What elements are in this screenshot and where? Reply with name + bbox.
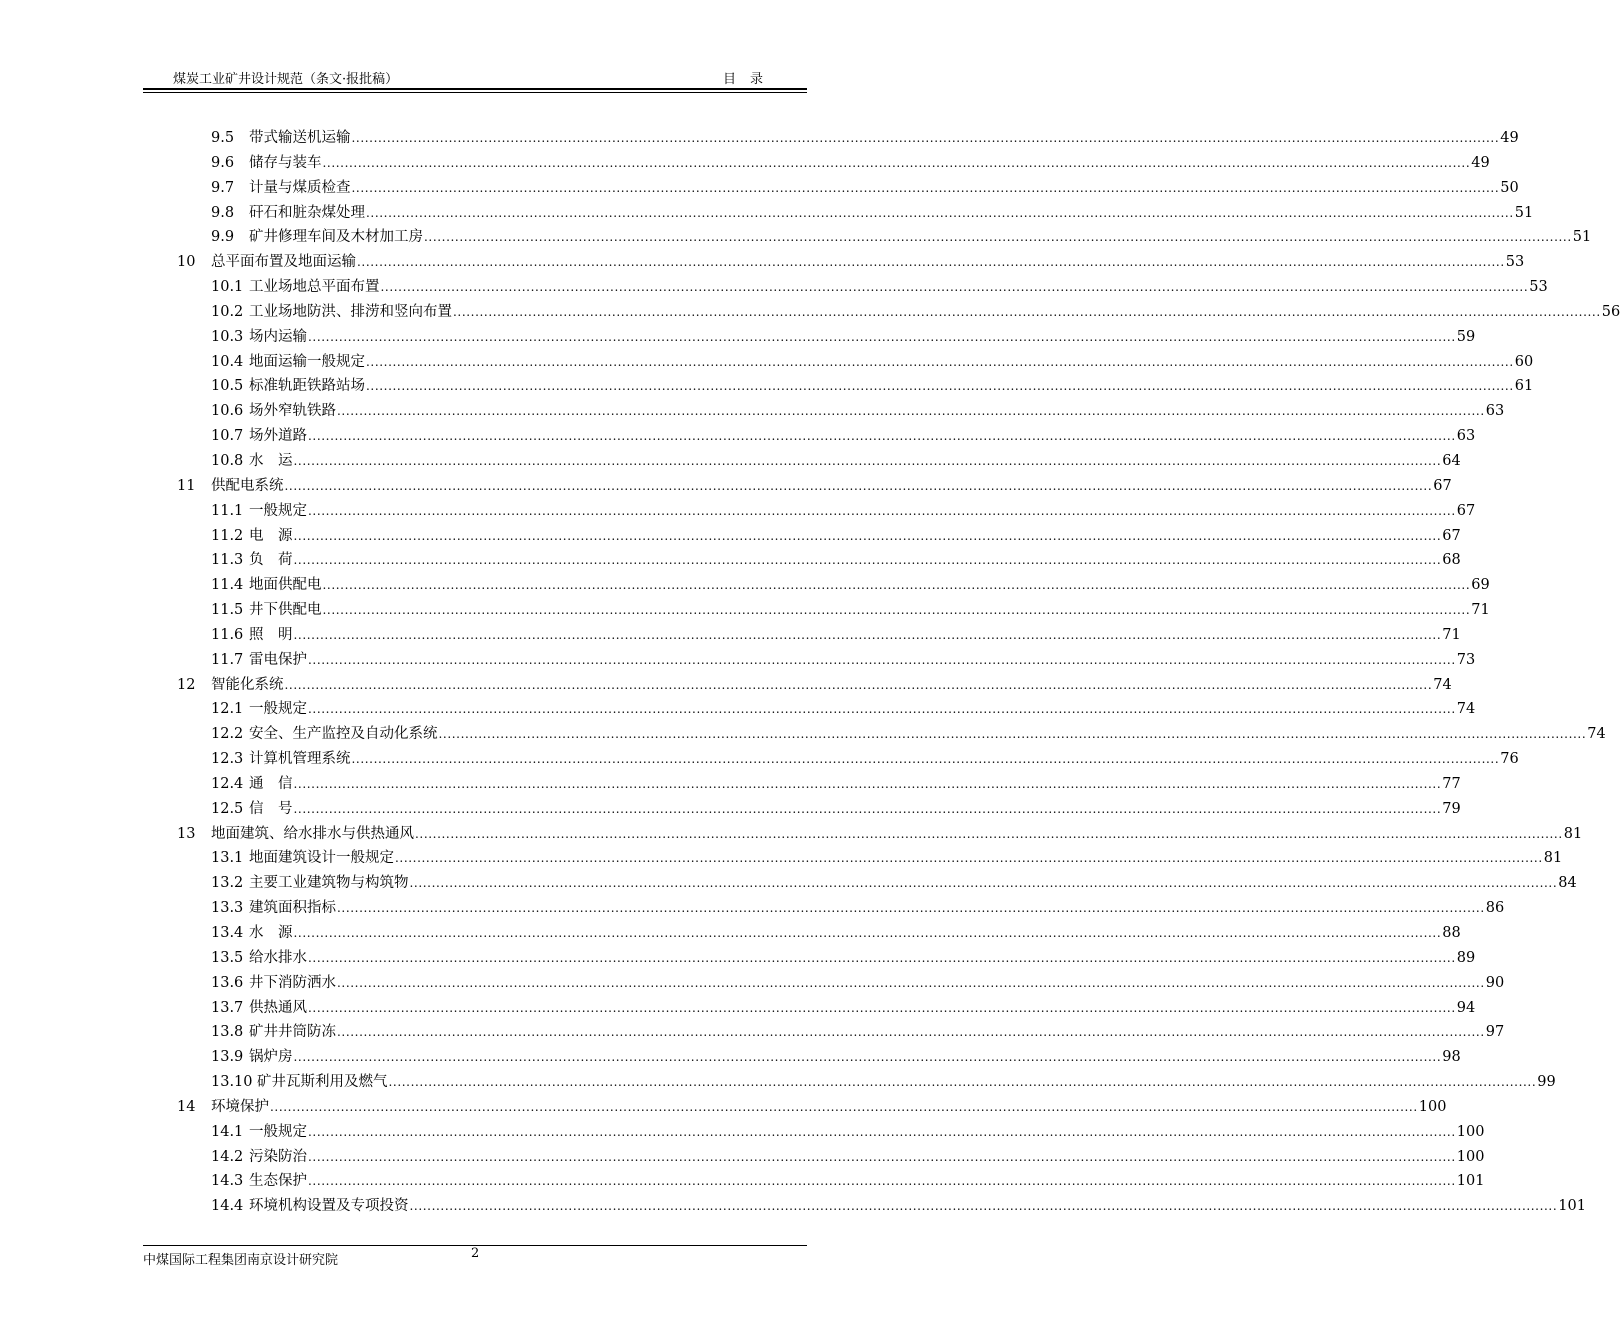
toc-entry-page: 49: [1471, 154, 1490, 171]
toc-entry-page: 76: [1500, 751, 1519, 768]
toc-dot-leader: ....................................................................................................................................................................................................................................................................: [438, 727, 1587, 742]
toc-entry-page: 67: [1456, 502, 1476, 519]
toc-section-entry[interactable]: [143, 623, 1461, 648]
toc-entry-number: 9.7: [211, 179, 235, 196]
toc-entry-title: 地面运输一般规定: [249, 353, 365, 370]
toc-entry-title: 一般规定: [249, 502, 307, 519]
toc-entry-line: [249, 176, 1519, 201]
toc-entry-number: 12.3: [211, 751, 244, 768]
toc-section-entry[interactable]: [143, 1020, 1505, 1045]
toc-entry-title: 污染防治: [249, 1148, 307, 1165]
toc-dot-leader: ....................................................................................................................................................................................................................................................................: [409, 876, 1558, 891]
toc-entry-page: 86: [1485, 900, 1505, 917]
toc-entry-page: 51: [1572, 229, 1592, 246]
toc-entry-page: 101: [1558, 1198, 1586, 1215]
toc-section-entry[interactable]: [143, 151, 1490, 176]
toc-entry-title: 环境机构设置及专项投资: [249, 1198, 409, 1215]
toc-entry-page: 61: [1514, 378, 1534, 395]
toc-entry-page: 60: [1514, 353, 1534, 370]
toc-section-entry[interactable]: [143, 350, 1534, 375]
toc-dot-leader: ....................................................................................................................................................................................................................................................................: [409, 1199, 1558, 1214]
toc-dot-leader: ....................................................................................................................................................................................................................................................................: [293, 926, 1442, 940]
toc-section-entry[interactable]: [143, 1045, 1461, 1070]
toc-section-entry[interactable]: [143, 996, 1476, 1021]
footer-organization: 中煤国际工程集团南京设计研究院: [143, 1253, 339, 1268]
toc-entry-line: [249, 623, 1461, 648]
toc-entry-page: 74: [1433, 676, 1452, 693]
toc-entry-line: [249, 598, 1490, 623]
toc-entry-title: 矿井瓦斯利用及燃气: [257, 1074, 388, 1091]
toc-section-entry[interactable]: [143, 921, 1461, 946]
toc-dot-leader: ....................................................................................................................................................................................................................................................................: [308, 1149, 1456, 1164]
toc-entry-number: 10.2: [211, 303, 244, 320]
toc-entry-number: 13.10: [211, 1074, 253, 1091]
toc-section-entry[interactable]: [143, 1070, 1556, 1095]
toc-entry-line: [249, 996, 1476, 1021]
toc-entry-line: [249, 325, 1476, 350]
toc-entry-page: 79: [1442, 800, 1461, 817]
toc-dot-leader: ....................................................................................................................................................................................................................................................................: [308, 652, 1456, 667]
toc-entry-number: 11.3: [211, 552, 244, 569]
toc-entry-title: 矿井修理车间及木材加工房: [249, 229, 423, 246]
toc-section-entry[interactable]: [143, 971, 1505, 996]
toc-section-entry[interactable]: [143, 176, 1519, 201]
toc-entry-line: [249, 1120, 1485, 1145]
toc-dot-leader: ....................................................................................................................................................................................................................................................................: [284, 677, 1433, 692]
toc-entry-page: 56: [1601, 303, 1620, 320]
toc-section-entry[interactable]: [143, 499, 1476, 524]
toc-section-entry[interactable]: [143, 126, 1519, 151]
toc-dot-leader: ....................................................................................................................................................................................................................................................................: [337, 901, 1485, 916]
toc-dot-leader: ....................................................................................................................................................................................................................................................................: [388, 1075, 1537, 1090]
toc-entry-page: 73: [1456, 651, 1476, 668]
toc-entry-number: 12.1: [211, 701, 244, 718]
toc-entry-line: [249, 772, 1461, 797]
toc-entry-line: [211, 822, 1583, 847]
toc-chapter-entry[interactable]: [143, 822, 1583, 847]
toc-entry-page: 74: [1587, 726, 1606, 743]
toc-section-entry[interactable]: [143, 697, 1476, 722]
toc-entry-title: 地面建筑设计一般规定: [249, 850, 394, 867]
toc-entry-number: 12.2: [211, 726, 244, 743]
toc-entry-page: 71: [1442, 626, 1461, 643]
toc-entry-title: 场内运输: [249, 328, 307, 345]
toc-entry-line: [249, 921, 1461, 946]
toc-entry-number: 10.8: [211, 452, 244, 469]
table-of-contents: [143, 126, 1620, 1219]
toc-dot-leader: ....................................................................................................................................................................................................................................................................: [308, 503, 1456, 518]
toc-entry-number: 12: [177, 676, 196, 693]
toc-entry-title: 水 运: [249, 452, 293, 469]
toc-entry-line: [257, 1070, 1556, 1095]
toc-dot-leader: ....................................................................................................................................................................................................................................................................: [293, 801, 1442, 816]
toc-entry-title: 安全、生产监控及自动化系统: [249, 726, 438, 743]
toc-entry-page: 74: [1456, 701, 1476, 718]
toc-entry-title: 通 信: [249, 775, 293, 792]
toc-section-entry[interactable]: [143, 896, 1505, 921]
toc-entry-number: 9.8: [211, 204, 235, 221]
toc-entry-number: 11: [177, 477, 196, 494]
toc-section-entry[interactable]: [143, 722, 1606, 747]
toc-entry-page: 67: [1442, 527, 1461, 544]
toc-entry-number: 10.6: [211, 403, 244, 420]
toc-entry-number: 14.2: [211, 1148, 244, 1165]
toc-entry-title: 工业场地总平面布置: [249, 279, 380, 296]
toc-entry-number: 13.5: [211, 949, 244, 966]
toc-entry-page: 81: [1543, 850, 1563, 867]
toc-entry-line: [249, 524, 1461, 549]
toc-entry-title: 供配电系统: [211, 477, 284, 494]
toc-entry-line: [249, 449, 1461, 474]
toc-entry-title: 主要工业建筑物与构筑物: [249, 875, 409, 892]
toc-dot-leader: ....................................................................................................................................................................................................................................................................: [308, 429, 1456, 444]
toc-entry-title: 标准轨距铁路站场: [249, 378, 365, 395]
toc-entry-number: 10.1: [211, 279, 244, 296]
toc-entry-title: 带式输送机运输: [249, 130, 351, 146]
toc-dot-leader: ....................................................................................................................................................................................................................................................................: [337, 404, 1485, 419]
toc-entry-number: 13.9: [211, 1049, 244, 1066]
toc-entry-page: 97: [1485, 1024, 1505, 1041]
toc-entry-line: [249, 499, 1476, 524]
toc-section-entry[interactable]: [143, 772, 1461, 797]
toc-entry-line: [249, 797, 1461, 822]
toc-entry-page: 49: [1500, 130, 1519, 146]
toc-entry-line: [249, 1045, 1461, 1070]
toc-entry-number: 11.4: [211, 577, 244, 594]
toc-entry-page: 90: [1485, 974, 1505, 991]
toc-entry-title: 场外道路: [249, 428, 307, 445]
toc-entry-number: 13.6: [211, 974, 244, 991]
toc-entry-page: 63: [1456, 428, 1476, 445]
toc-dot-leader: ....................................................................................................................................................................................................................................................................: [351, 131, 1500, 145]
toc-entry-page: 71: [1471, 602, 1490, 619]
toc-entry-number: 11.1: [211, 502, 244, 519]
toc-entry-number: 9.6: [211, 154, 235, 171]
toc-section-entry[interactable]: [143, 325, 1476, 350]
toc-section-entry[interactable]: [143, 598, 1490, 623]
toc-entry-line: [249, 374, 1534, 399]
toc-dot-leader: ....................................................................................................................................................................................................................................................................: [366, 354, 1514, 369]
toc-dot-leader: ....................................................................................................................................................................................................................................................................: [308, 1174, 1456, 1189]
toc-entry-line: [249, 275, 1548, 300]
toc-section-entry[interactable]: [143, 374, 1534, 399]
toc-entry-title: 计量与煤质检查: [249, 179, 351, 196]
toc-dot-leader: ....................................................................................................................................................................................................................................................................: [380, 280, 1529, 295]
toc-entry-number: 11.5: [211, 602, 244, 619]
toc-section-entry[interactable]: [143, 648, 1476, 673]
toc-dot-leader: ....................................................................................................................................................................................................................................................................: [351, 752, 1500, 767]
toc-dot-leader: ....................................................................................................................................................................................................................................................................: [366, 205, 1514, 220]
toc-entry-line: [249, 722, 1606, 747]
toc-entry-page: 77: [1442, 775, 1461, 792]
toc-dot-leader: ....................................................................................................................................................................................................................................................................: [284, 478, 1433, 493]
toc-entry-title: 总平面布置及地面运输: [211, 254, 356, 271]
toc-dot-leader: ....................................................................................................................................................................................................................................................................: [424, 230, 1572, 245]
toc-section-entry[interactable]: [143, 747, 1519, 772]
page-header: [143, 64, 807, 92]
toc-dot-leader: ....................................................................................................................................................................................................................................................................: [293, 1050, 1442, 1065]
toc-entry-line: [249, 151, 1490, 176]
toc-dot-leader: ....................................................................................................................................................................................................................................................................: [293, 553, 1442, 568]
toc-entry-line: [249, 1169, 1485, 1194]
toc-entry-line: [249, 896, 1505, 921]
toc-entry-number: 13.1: [211, 850, 244, 867]
toc-section-entry[interactable]: [143, 871, 1577, 896]
toc-chapter-entry[interactable]: [143, 474, 1452, 499]
toc-entry-number: 10.5: [211, 378, 244, 395]
toc-dot-leader: ....................................................................................................................................................................................................................................................................: [322, 578, 1471, 593]
toc-entry-line: [249, 946, 1476, 971]
toc-entry-line: [249, 1194, 1586, 1219]
toc-entry-line: [249, 399, 1505, 424]
toc-entry-number: 14.3: [211, 1173, 244, 1190]
toc-dot-leader: ....................................................................................................................................................................................................................................................................: [337, 1025, 1485, 1040]
toc-entry-title: 计算机管理系统: [249, 751, 351, 768]
toc-section-entry[interactable]: [143, 399, 1505, 424]
toc-entry-number: 13.3: [211, 900, 244, 917]
toc-dot-leader: ....................................................................................................................................................................................................................................................................: [293, 776, 1442, 791]
toc-dot-leader: ....................................................................................................................................................................................................................................................................: [293, 627, 1442, 642]
toc-entry-page: 81: [1563, 825, 1583, 842]
toc-entry-number: 11.2: [211, 527, 244, 544]
toc-entry-number: 13.4: [211, 925, 244, 941]
toc-entry-line: [249, 971, 1505, 996]
toc-entry-line: [249, 648, 1476, 673]
toc-entry-page: 88: [1442, 925, 1461, 941]
toc-section-entry[interactable]: [143, 424, 1476, 449]
toc-entry-title: 地面建筑、给水排水与供热通风: [211, 825, 414, 842]
toc-entry-line: [249, 871, 1577, 896]
toc-entry-line: [249, 548, 1461, 573]
toc-entry-title: 井下供配电: [249, 602, 322, 619]
toc-entry-page: 51: [1514, 204, 1534, 221]
toc-entry-page: 53: [1529, 279, 1548, 296]
footer-page-number: 2: [471, 1246, 480, 1261]
toc-dot-leader: ....................................................................................................................................................................................................................................................................: [308, 950, 1456, 965]
toc-section-entry[interactable]: [143, 573, 1490, 598]
toc-dot-leader: ....................................................................................................................................................................................................................................................................: [270, 1099, 1418, 1114]
toc-dot-leader: ....................................................................................................................................................................................................................................................................: [293, 528, 1442, 543]
toc-section-entry[interactable]: [143, 846, 1563, 871]
toc-entry-page: 59: [1456, 328, 1476, 345]
toc-entry-page: 101: [1456, 1173, 1485, 1190]
toc-entry-page: 100: [1418, 1098, 1447, 1115]
section-title: 目录: [722, 72, 777, 87]
toc-entry-page: 94: [1456, 999, 1476, 1016]
toc-dot-leader: ....................................................................................................................................................................................................................................................................: [308, 1124, 1456, 1139]
toc-entry-number: 12.4: [211, 775, 244, 792]
document-title: 煤炭工业矿井设计规范（条文·报批稿）: [173, 72, 399, 87]
toc-entry-title: 给水排水: [249, 949, 307, 966]
toc-entry-number: 10.4: [211, 353, 244, 370]
toc-entry-number: 13.8: [211, 1024, 244, 1041]
toc-entry-line: [211, 673, 1452, 698]
toc-entry-number: 10.7: [211, 428, 244, 445]
toc-entry-title: 锅炉房: [249, 1049, 293, 1066]
toc-entry-number: 10.3: [211, 328, 244, 345]
toc-entry-number: 9.9: [211, 229, 235, 246]
toc-entry-line: [211, 1095, 1447, 1120]
toc-section-entry[interactable]: [143, 548, 1461, 573]
toc-entry-title: 生态保护: [249, 1173, 307, 1190]
toc-entry-number: 14.1: [211, 1123, 244, 1140]
toc-entry-page: 99: [1537, 1074, 1556, 1091]
toc-entry-title: 储存与装车: [249, 154, 322, 171]
toc-dot-leader: ....................................................................................................................................................................................................................................................................: [293, 453, 1442, 468]
toc-dot-leader: ....................................................................................................................................................................................................................................................................: [357, 255, 1505, 270]
toc-entry-title: 井下消防洒水: [249, 974, 336, 991]
toc-entry-page: 64: [1442, 452, 1461, 469]
toc-dot-leader: ....................................................................................................................................................................................................................................................................: [351, 180, 1500, 195]
toc-section-entry[interactable]: [143, 1120, 1485, 1145]
toc-entry-title: 场外窄轨铁路: [249, 403, 336, 420]
toc-entry-title: 一般规定: [249, 701, 307, 718]
toc-dot-leader: ....................................................................................................................................................................................................................................................................: [395, 851, 1543, 866]
toc-entry-number: 11.7: [211, 651, 244, 668]
toc-entry-number: 11.6: [211, 626, 244, 643]
toc-entry-title: 智能化系统: [211, 676, 284, 693]
toc-dot-leader: ....................................................................................................................................................................................................................................................................: [415, 826, 1563, 841]
toc-entry-line: [249, 225, 1592, 250]
toc-entry-line: [249, 1145, 1485, 1170]
toc-dot-leader: ....................................................................................................................................................................................................................................................................: [322, 603, 1471, 618]
toc-chapter-entry[interactable]: [143, 673, 1452, 698]
toc-entry-title: 电 源: [249, 527, 293, 544]
toc-entry-line: [211, 474, 1452, 499]
toc-section-entry[interactable]: [143, 225, 1592, 250]
toc-entry-page: 100: [1456, 1123, 1485, 1140]
toc-entry-page: 89: [1456, 949, 1476, 966]
toc-entry-line: [249, 126, 1519, 151]
toc-entry-page: 53: [1505, 254, 1525, 271]
toc-dot-leader: ....................................................................................................................................................................................................................................................................: [337, 975, 1485, 990]
toc-entry-line: [249, 201, 1534, 226]
toc-section-entry[interactable]: [143, 1145, 1485, 1170]
toc-entry-line: [211, 250, 1525, 275]
toc-entry-line: [249, 350, 1534, 375]
toc-dot-leader: ....................................................................................................................................................................................................................................................................: [308, 329, 1456, 344]
toc-entry-title: 矸石和脏杂煤处理: [249, 204, 365, 221]
toc-dot-leader: ....................................................................................................................................................................................................................................................................: [453, 304, 1601, 319]
toc-entry-title: 供热通风: [249, 999, 307, 1016]
toc-section-entry[interactable]: [143, 1169, 1485, 1194]
toc-entry-number: 12.5: [211, 800, 244, 817]
toc-entry-number: 10: [177, 254, 196, 271]
toc-section-entry[interactable]: [143, 946, 1476, 971]
toc-section-entry[interactable]: [143, 797, 1461, 822]
header-rule-thick: [143, 88, 807, 90]
toc-section-entry[interactable]: [143, 1194, 1586, 1219]
toc-entry-line: [249, 697, 1476, 722]
toc-entry-page: 63: [1485, 403, 1505, 420]
toc-entry-line: [249, 573, 1490, 598]
toc-chapter-entry[interactable]: [143, 250, 1525, 275]
toc-entry-title: 信 号: [249, 800, 293, 817]
toc-entry-number: 9.5: [211, 130, 235, 146]
toc-entry-line: [249, 1020, 1505, 1045]
toc-entry-number: 13: [177, 825, 196, 842]
toc-entry-line: [249, 846, 1563, 871]
toc-entry-title: 地面供配电: [249, 577, 322, 594]
toc-entry-line: [249, 747, 1519, 772]
toc-entry-number: 13.2: [211, 875, 244, 892]
toc-entry-title: 矿井井筒防冻: [249, 1024, 336, 1041]
toc-section-entry[interactable]: [143, 524, 1461, 549]
toc-entry-title: 雷电保护: [249, 651, 307, 668]
toc-section-entry[interactable]: [143, 201, 1534, 226]
toc-entry-title: 水 源: [249, 925, 293, 941]
toc-entry-title: 建筑面积指标: [249, 900, 336, 917]
toc-entry-title: 负 荷: [249, 552, 293, 569]
toc-entry-number: 14.4: [211, 1198, 244, 1215]
toc-entry-number: 13.7: [211, 999, 244, 1016]
toc-entry-line: [249, 424, 1476, 449]
header-rule-thin: [143, 92, 807, 93]
toc-entry-title: 一般规定: [249, 1123, 307, 1140]
toc-chapter-entry[interactable]: [143, 1095, 1447, 1120]
toc-entry-page: 98: [1442, 1049, 1461, 1066]
toc-entry-number: 14: [177, 1098, 196, 1115]
toc-dot-leader: ....................................................................................................................................................................................................................................................................: [308, 1000, 1456, 1015]
toc-entry-title: 照 明: [249, 626, 293, 643]
toc-entry-page: 50: [1500, 179, 1519, 196]
toc-entry-line: [249, 300, 1620, 325]
toc-section-entry[interactable]: [143, 300, 1620, 325]
toc-entry-page: 67: [1433, 477, 1452, 494]
toc-entry-page: 69: [1471, 577, 1490, 594]
toc-section-entry[interactable]: [143, 275, 1548, 300]
toc-entry-page: 100: [1456, 1148, 1485, 1165]
toc-entry-page: 68: [1442, 552, 1461, 569]
toc-section-entry[interactable]: [143, 449, 1461, 474]
toc-entry-title: 工业场地防洪、排涝和竖向布置: [249, 303, 452, 320]
toc-entry-page: 84: [1558, 875, 1577, 892]
toc-dot-leader: ....................................................................................................................................................................................................................................................................: [366, 379, 1514, 394]
toc-dot-leader: ....................................................................................................................................................................................................................................................................: [322, 155, 1471, 170]
toc-dot-leader: ....................................................................................................................................................................................................................................................................: [308, 702, 1456, 717]
toc-entry-title: 环境保护: [211, 1098, 269, 1115]
